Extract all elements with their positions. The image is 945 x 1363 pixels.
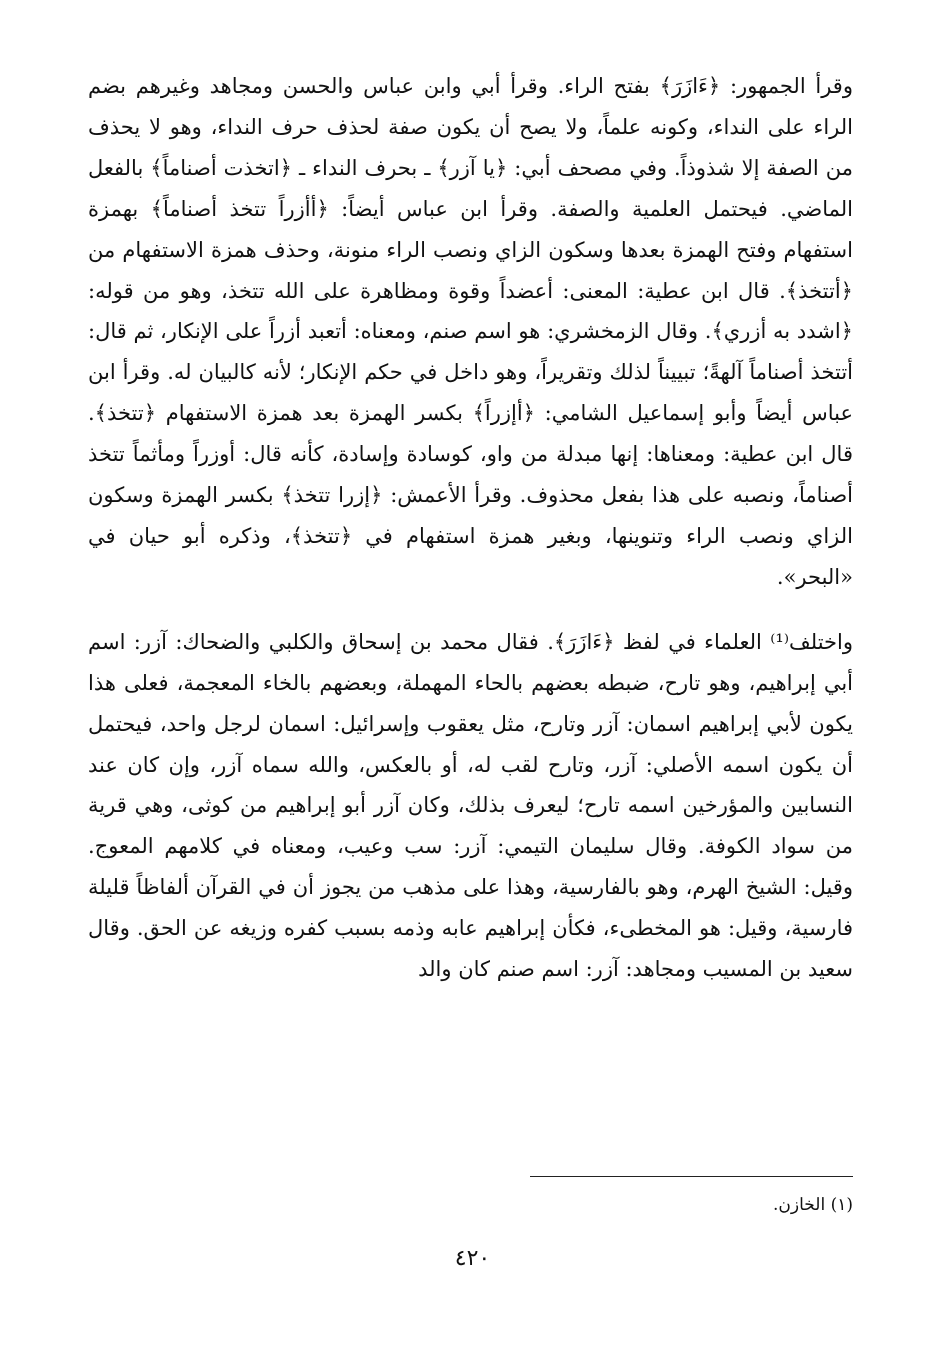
page-number: ٤٢٠ [454, 1246, 491, 1271]
paragraph-ikhtilaf: واختلف⁽¹⁾ العلماء في لفظ ﴿ءَازَرَ﴾. فقال محمد بن إسحاق والكلبي والضحاك: آزر: اسم أبي إبراهيم، وهو تارح، ضبطه بعضهم بالحاء المهملة، وبعضهم بالخاء المعجمة، فعلى هذا يكون لأبي إبراهيم اسمان: آزر وتارح، مثل يعقوب وإسرائيل: اسمان لرجل واحد، فيحتمل أن يكون اسمه الأصلي: آزر، وتارح لقب له، أو بالعكس، والله سماه آزر، وإن كان عند النسابين والمؤرخين اسمه تارح؛ ليعرف بذلك، وكان آزر أبو إبراهيم من كوثى، وهي قرية من سواد الكوفة. وقال سليمان التيمي: آزر: سب وعيب، ومعناه في كلامهم المعوج. وقيل: الشيخ الهرم، وهو بالفارسية، وهذا على مذهب من يجوز أن في القرآن ألفاظاً قليلة فارسية، وقيل: هو المخطىء، فكأن إبراهيم عابه وذمه بسبب كفره وزيغه عن الحق. وقال سعيد بن المسيب ومجاهد: آزر: اسم صنم كان والد [88, 629, 853, 982]
page-body [88, 66, 853, 990]
paragraph-qiraat: وقرأ الجمهور: ﴿ءَازَرَ﴾ بفتح الراء. وقرأ أبي وابن عباس والحسن ومجاهد وغيرهم بضم الراء على النداء، وكونه علماً، ولا يصح أن يكون صفة لحذف حرف النداء، وهو لا يحذف من الصفة إلا شذوذاً. وفي مصحف أبي: ﴿يا آزر﴾ ـ بحرف النداء ـ ﴿اتخذت أصناماً﴾ بالفعل الماضي. فيحتمل العلمية والصفة. وقرأ ابن عباس أيضاً: ﴿أأزراً تتخذ أصناماً﴾ بهمزة استفهام وفتح الهمزة بعدها وسكون الزاي ونصب الراء منونة، وحذف همزة الاستفهام من ﴿أتتخذ﴾. قال ابن عطية: المعنى: أعضداً وقوة ومظاهرة على الله تتخذ، وهو من قوله: ﴿اشدد به أزري﴾. وقال الزمخشري: هو اسم صنم، ومعناه: أتعبد أزراً على الإنكار، ثم قال: أتتخذ أصناماً آلهةً؛ تبييناً لذلك وتقريراً، وهو داخل في حكم الإنكار؛ لأنه كالبيان له. وقرأ ابن عباس أيضاً وأبو إسماعيل الشامي: ﴿أإزراً﴾ بكسر الهمزة بعد همزة الاستفهام ﴿تتخذ﴾. قال ابن عطية: ومعناها: إنها مبدلة من واو، كوسادة وإسادة، كأنه قال: أوزراً ومأثماً تتخذ أصناماً، ونصبه على هذا بفعل محذوف. وقرأ الأعمش: ﴿إزرا تتخذ﴾ بكسر الهمزة وسكون الزاي ونصب الراء وتنوينها، وبغير همزة استفهام في ﴿تتخذ﴾، وذكره أبو حيان في «البحر». [88, 74, 853, 589]
footnote-separator [530, 1176, 853, 1177]
footnote: (١) الخازن. [773, 1195, 853, 1215]
